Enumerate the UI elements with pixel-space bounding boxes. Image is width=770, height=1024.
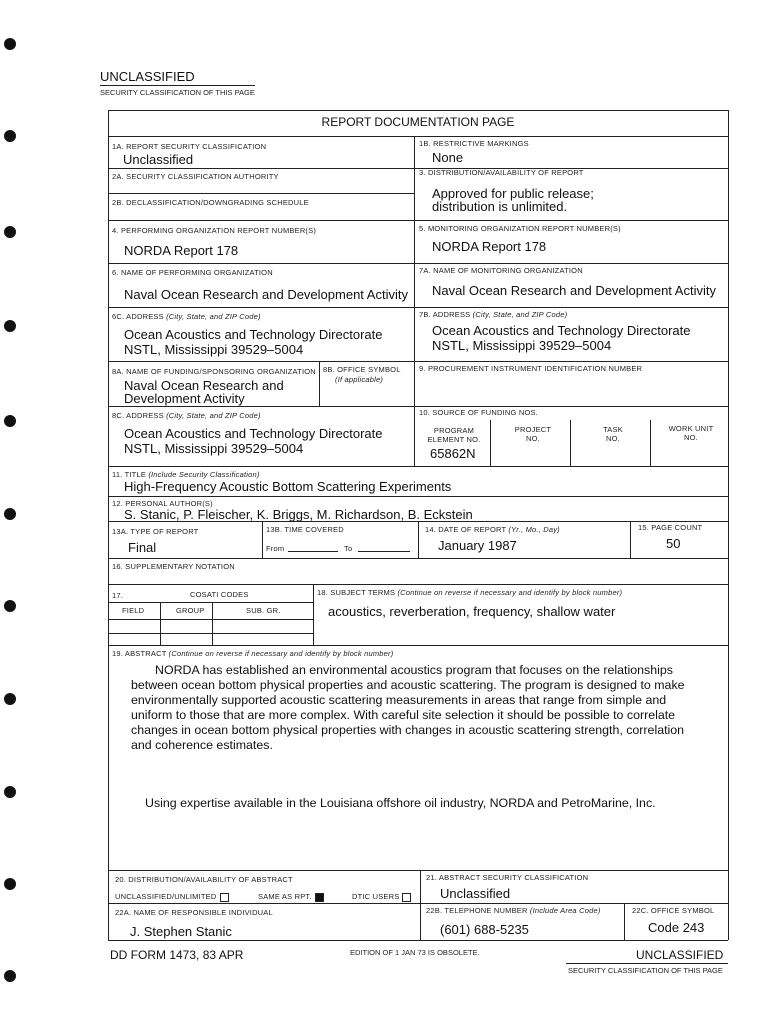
field-label: 1B. RESTRICTIVE MARKINGS (419, 139, 529, 148)
abstract-line: environmentally supported acoustic scattering measurements in areas that range from simple and (131, 693, 667, 707)
abstract-line: uniform to those that are more complex. With careful site selection it should be possible to correlate (131, 708, 676, 722)
field-label: 7A. NAME OF MONITORING ORGANIZATION (419, 266, 583, 275)
report-date: January 1987 (438, 538, 517, 553)
field-label: 7B. ADDRESS (City, State, and ZIP Code) (419, 310, 568, 319)
performing-address-line-2: NSTL, Mississippi 39529–5004 (124, 342, 304, 357)
abstract-classification: Unclassified (440, 886, 511, 901)
field-label: 20. DISTRIBUTION/AVAILABILITY OF ABSTRACT (115, 875, 293, 884)
form-id: DD FORM 1473, 83 APR (110, 948, 244, 962)
field-label: 12. PERSONAL AUTHOR(S) (112, 499, 213, 508)
task-label-2: NO. (606, 434, 620, 443)
field-label: 8C. ADDRESS (City, State, and ZIP Code) (112, 411, 261, 420)
monitoring-organization: Naval Ocean Research and Development Activity (432, 283, 716, 298)
header-classification: UNCLASSIFIED (100, 69, 195, 84)
page-count: 50 (666, 536, 681, 551)
field-label: 2B. DECLASSIFICATION/DOWNGRADING SCHEDULE (112, 198, 309, 207)
monitoring-report-number: NORDA Report 178 (432, 239, 547, 254)
divider (100, 85, 255, 86)
header-classification-caption: SECURITY CLASSIFICATION OF THIS PAGE (100, 88, 255, 97)
field-label: 11. TITLE (Include Security Classification) (112, 470, 260, 479)
performing-report-number: NORDA Report 178 (124, 243, 239, 258)
project-label-2: NO. (526, 434, 540, 443)
field-label: 19. ABSTRACT (Continue on reverse if necessary and identify by block number) (112, 649, 394, 658)
field-label: 5. MONITORING ORGANIZATION REPORT NUMBER(S) (419, 224, 621, 233)
field-label: 22B. TELEPHONE NUMBER (Include Area Code) (426, 906, 601, 915)
report-type: Final (128, 540, 157, 555)
program-label-2: ELEMENT NO. (427, 435, 481, 444)
cosati-codes-title: COSATI CODES (190, 590, 249, 599)
field-label: 8B. OFFICE SYMBOL (323, 365, 401, 374)
field-label: 9. PROCUREMENT INSTRUMENT IDENTIFICATION NUMBER (419, 364, 643, 373)
field-label: 10. SOURCE OF FUNDING NOS. (419, 408, 538, 417)
checkbox-checked[interactable] (315, 893, 324, 902)
form-title: REPORT DOCUMENTATION PAGE (321, 115, 515, 129)
field-label: 6C. ADDRESS (City, State, and ZIP Code) (112, 312, 261, 321)
footer-classification-caption: SECURITY CLASSIFICATION OF THIS PAGE (568, 966, 723, 975)
binder-hole (4, 38, 16, 50)
funding-address-line-1: Ocean Acoustics and Technology Directorate (124, 426, 383, 441)
field-label: 13B. TIME COVERED (266, 525, 344, 534)
field-label: 2A. SECURITY CLASSIFICATION AUTHORITY (112, 172, 279, 181)
field-sublabel: (If applicable) (335, 375, 384, 384)
cosati-group-header: GROUP (176, 606, 205, 615)
time-to-label: To (344, 544, 353, 553)
binder-hole (4, 320, 16, 332)
distribution-line-2: distribution is unlimited. (432, 199, 568, 214)
office-symbol: Code 243 (648, 920, 705, 935)
field-label: 4. PERFORMING ORGANIZATION REPORT NUMBER(S) (112, 226, 317, 235)
restrictive-markings: None (432, 150, 464, 165)
binder-hole (4, 226, 16, 238)
responsible-individual: J. Stephen Stanic (130, 924, 232, 939)
performing-address-line-1: Ocean Acoustics and Technology Directorate (124, 327, 383, 342)
work-unit-label-2: NO. (684, 433, 698, 442)
field-label: 8A. NAME OF FUNDING/SPONSORING ORGANIZATION (112, 367, 316, 376)
program-label-1: PROGRAM (433, 426, 475, 435)
field-label: 15. PAGE COUNT (638, 523, 703, 532)
personal-authors: S. Stanic, P. Fleischer, K. Briggs, M. Richardson, B. Eckstein (124, 507, 473, 522)
funding-org-line-1: Naval Ocean Research and (124, 378, 284, 393)
field-label: 14. DATE OF REPORT (Yr., Mo., Day) (425, 525, 560, 534)
abstract-line: changes in ocean bottom physical properties with changes in acoustic scattering strength, correlation (131, 723, 685, 737)
binder-hole (4, 970, 16, 982)
option-unclassified-unlimited: UNCLASSIFIED/UNLIMITED (115, 892, 229, 902)
option-same-as-rpt: SAME AS RPT. (258, 892, 324, 902)
abstract-paragraph-2: Using expertise available in the Louisiana offshore oil industry, NORDA and PetroMarine, Inc. (145, 796, 656, 810)
abstract-line: between ocean bottom physical properties and acoustic scattering. The program is designed to make (131, 678, 685, 692)
task-label-1: TASK (603, 425, 623, 434)
time-from-label: From (266, 544, 285, 553)
cosati-field-header: FIELD (122, 606, 145, 615)
monitoring-address-line-2: NSTL, Mississippi 39529–5004 (432, 338, 612, 353)
binder-hole (4, 415, 16, 427)
binder-hole (4, 786, 16, 798)
field-label: 16. SUPPLEMENTARY NOTATION (112, 562, 235, 571)
footer-classification: UNCLASSIFIED (636, 948, 724, 962)
checkbox[interactable] (402, 893, 411, 902)
option-dtic-users: DTIC USERS (352, 892, 411, 902)
field-label: 22C. OFFICE SYMBOL (632, 906, 715, 915)
field-label: 18. SUBJECT TERMS (Continue on reverse if necessary and identify by block number) (317, 588, 623, 597)
report-security-classification: Unclassified (123, 152, 194, 167)
telephone-number: (601) 688-5235 (440, 922, 529, 937)
funding-org-line-2: Development Activity (124, 391, 245, 406)
field-label: 22A. NAME OF RESPONSIBLE INDIVIDUAL (115, 908, 273, 917)
field-label: 6. NAME OF PERFORMING ORGANIZATION (112, 268, 273, 277)
program-element-number: 65862N (430, 446, 476, 461)
report-title: High-Frequency Acoustic Bottom Scattering Experiments (124, 479, 452, 494)
binder-hole (4, 600, 16, 612)
funding-address-line-2: NSTL, Mississippi 39529–5004 (124, 441, 304, 456)
binder-hole (4, 693, 16, 705)
abstract-line: and coherence estimates. (131, 738, 273, 752)
performing-organization: Naval Ocean Research and Development Activity (124, 287, 408, 302)
edition-note: EDITION OF 1 JAN 73 IS OBSOLETE. (350, 948, 480, 957)
field-label: 1A. REPORT SECURITY CLASSIFICATION (112, 142, 267, 151)
monitoring-address-line-1: Ocean Acoustics and Technology Directorate (432, 323, 691, 338)
subject-terms: acoustics, reverberation, frequency, shallow water (328, 604, 616, 619)
field-label: 17. (112, 591, 124, 600)
field-label: 13A. TYPE OF REPORT (112, 527, 199, 536)
project-label-1: PROJECT (514, 425, 552, 434)
field-label: 3. DISTRIBUTION/AVAILABILITY OF REPORT (419, 168, 584, 177)
abstract-text (131, 663, 711, 753)
cosati-subgroup-header: SUB. GR. (246, 606, 281, 615)
binder-hole (4, 508, 16, 520)
binder-hole (4, 130, 16, 142)
time-to-line (358, 551, 410, 552)
distribution-line-1: Approved for public release; (432, 186, 594, 201)
abstract-line: NORDA has established an environmental acoustics program that focuses on the relationships (155, 663, 673, 677)
binder-hole (4, 878, 16, 890)
field-label: 21. ABSTRACT SECURITY CLASSIFICATION (426, 873, 589, 882)
work-unit-label-1: WORK UNIT (668, 424, 714, 433)
divider (566, 963, 728, 964)
time-from-line (288, 551, 338, 552)
checkbox[interactable] (220, 893, 229, 902)
